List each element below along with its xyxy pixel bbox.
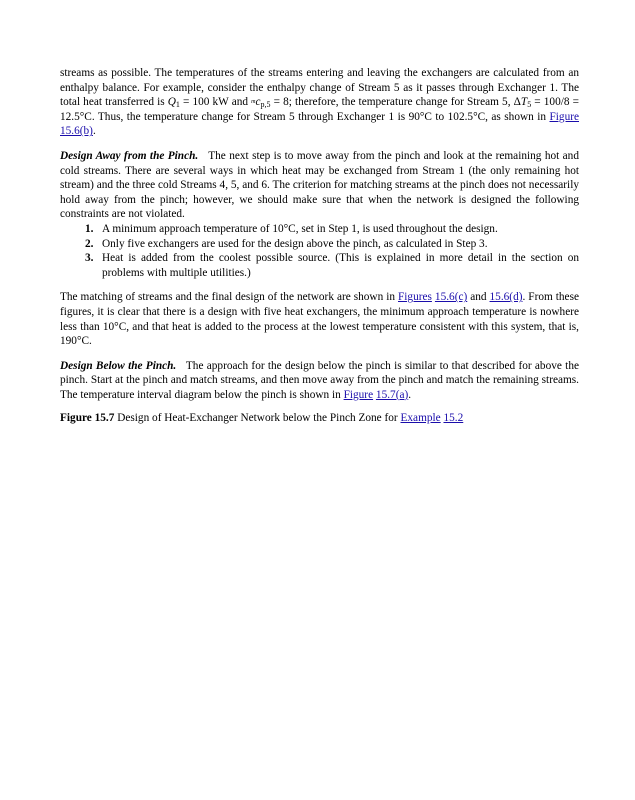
figure-link[interactable]: Figure: [549, 110, 579, 123]
list-item-text: A minimum approach temperature of 10°C, set in Step 1, is used throughout the design.: [102, 222, 498, 235]
list-number: 1.: [85, 222, 94, 235]
subscript: 5: [527, 100, 532, 110]
paragraph-away-from-pinch: [60, 149, 579, 222]
section-heading: Design Below the Pinch.: [60, 359, 177, 372]
constraints-list: [60, 222, 579, 280]
symbol-t: T: [520, 96, 528, 109]
figure-number-link[interactable]: 15.6(b): [60, 125, 93, 138]
paragraph-text: = 100 kW and: [179, 96, 252, 109]
paragraph-text: The next step is to move away from the pinch and look at the remaining hot and cold streams. There are several ways in which heat may be exchanged from Stream 1 (the only remaining hot stream) and the three cold Streams 4, 5, and 6. The criterion for matching streams at the pinch does not necessarily hold away from the pinch; however, we should make sure that when the network is designed the following constraints are not violated.: [60, 149, 579, 221]
paragraph-text: and: [467, 291, 490, 304]
figures-link[interactable]: Figures: [398, 291, 432, 304]
paragraph-network-design: [60, 290, 579, 348]
figure-number-link[interactable]: 15.7(a): [375, 388, 409, 401]
example-number-link[interactable]: 15.2: [443, 412, 464, 425]
list-item-text: Heat is added from the coolest possible source. (This is explained in more detail in the section on problems with multiple utilities.): [102, 252, 579, 279]
caption-label: Figure 15.7: [60, 412, 115, 425]
paragraph-text: The approach for the design below the pinch is similar to that described for above the pinch. Start at the pinch and match streams, and then move away from the pinch and match the remaining streams. The temperature interval diagram below the pinch is shown in: [60, 359, 579, 401]
paragraph-below-pinch: [60, 359, 579, 403]
figure-number-link[interactable]: 15.6(c): [434, 291, 468, 304]
paragraph-text: . From these figures, it is clear that there is a design with five heat exchangers, the minimum approach temperature is nowhere less than 10°C, and that heat is added to the process at the lowest temperature consistent with this system, that is, 190°C.: [60, 291, 579, 348]
paragraph-enthalpy: [60, 66, 579, 139]
section-heading: Design Away from the Pinch.: [60, 149, 199, 162]
example-link[interactable]: Example: [400, 412, 441, 425]
paragraph-text: The matching of streams and the final design of the network are shown in: [60, 291, 399, 304]
symbol-q: Q: [167, 96, 176, 109]
paragraph-text: = 100/8 = 12.5°C. Thus, the temperature change for Stream 5 through Exchanger 1 is 90°C to 102.5°C, as shown in: [60, 96, 579, 123]
paragraph-text: streams as possible. The temperatures of the streams entering and leaving the exchangers are calculated from an enthalpy balance. For example, consider the enthalpy change of Stream 5 as it passes through Exchanger 1. The total heat transferred is: [60, 67, 579, 109]
list-item: [60, 251, 579, 280]
subscript: p,5: [260, 100, 271, 110]
list-number: 3.: [85, 252, 94, 265]
figure-link[interactable]: Figure: [343, 388, 374, 401]
list-number: 2.: [85, 237, 94, 250]
caption-text: Design of Heat-Exchanger Network below the Pinch Zone for: [114, 412, 401, 425]
list-item: [60, 222, 579, 237]
subscript: 1: [175, 100, 180, 110]
punctuation: .: [92, 125, 96, 138]
figure-caption: [60, 411, 579, 426]
list-item-text: Only five exchangers are used for the design above the pinch, as calculated in Step 3.: [102, 237, 488, 250]
figure-number-link[interactable]: 15.6(d): [489, 291, 523, 304]
document-body: [60, 66, 579, 426]
list-item: [60, 237, 579, 252]
punctuation: .: [408, 388, 412, 401]
paragraph-text: = 8; therefore, the temperature change for Stream 5, Δ: [270, 96, 521, 109]
symbol-cp: c: [255, 96, 261, 109]
symbol-m-dot: m: [251, 99, 256, 106]
